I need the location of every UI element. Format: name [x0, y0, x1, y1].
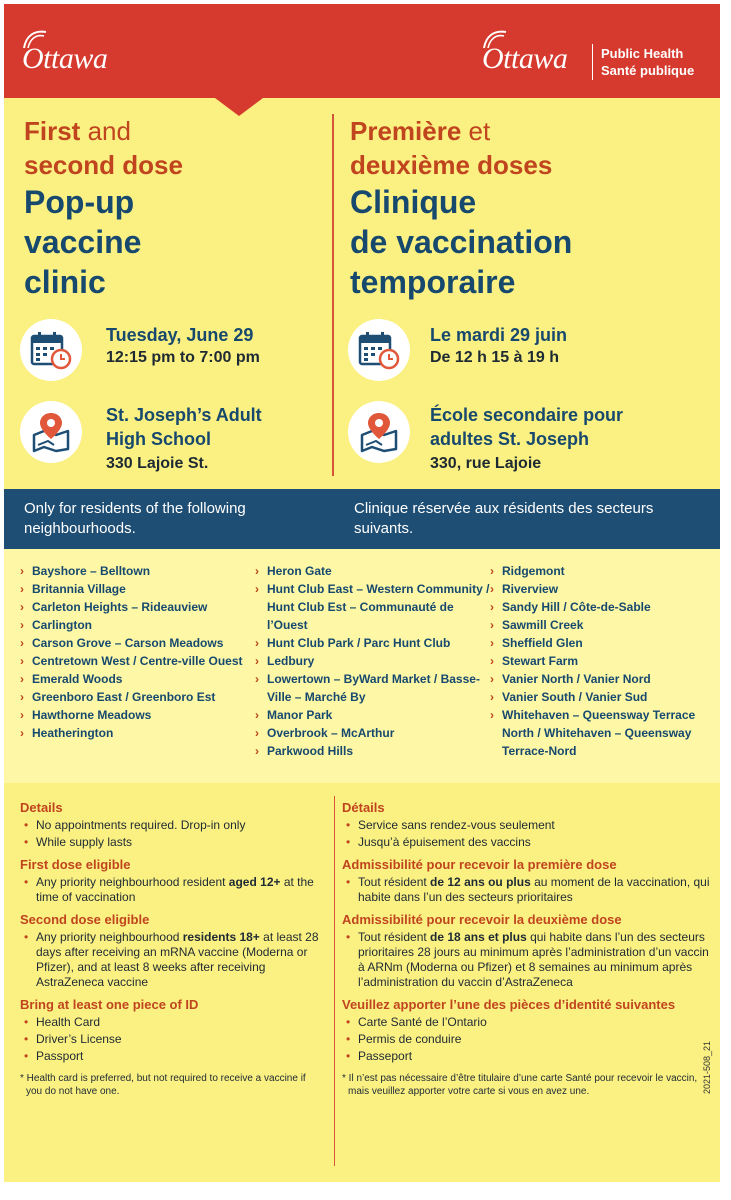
- list-item: › Sheffield Glen: [490, 634, 720, 652]
- list-item: › Manor Park: [255, 706, 491, 724]
- list-item: › Whitehaven – Queensway Terrace North / Whitehaven – Queensway Terrace-Nord: [490, 706, 720, 760]
- list-item: › Heatherington: [20, 724, 260, 742]
- list-item: › Emerald Woods: [20, 670, 260, 688]
- ottawa-logo-right: Ottawa: [482, 42, 567, 76]
- fr-title-1: Clinique: [350, 184, 477, 220]
- list-item: › Riverview: [490, 580, 720, 598]
- list-item: › Carleton Heights – Rideauview: [20, 598, 260, 616]
- second-dose-text: • Tout résident de 18 ans et plus qui habite dans l’un des secteurs prioritaires 28 jours au minimum après l’administration d’un vaccin à ARNm (Moderna ou Pfizer) et 8 semaines au minimum après l’administration du vaccin d’AstraZeneca: [342, 930, 712, 990]
- details-divider: [334, 796, 335, 1166]
- fr-title-3: temporaire: [350, 264, 516, 300]
- eligibility-band: [4, 489, 720, 549]
- fr-location-2: adultes St. Joseph: [430, 429, 590, 449]
- list-item: • Health Card: [20, 1015, 320, 1030]
- first-dose-heading: Admissibilité pour recevoir la première dose: [342, 857, 617, 872]
- en-title-3: clinic: [24, 264, 106, 300]
- details-french: [342, 799, 712, 1098]
- neighbourhood-column-2: [255, 562, 491, 760]
- list-item: › Hawthorne Meadows: [20, 706, 260, 724]
- en-time: 12:15 pm to 7:00 pm: [106, 349, 260, 366]
- list-item: › Britannia Village: [20, 580, 260, 598]
- en-title-2: vaccine: [24, 224, 142, 260]
- en-title-1: Pop-up: [24, 184, 135, 220]
- first-dose-heading: First dose eligible: [20, 857, 131, 872]
- id-heading: Veuillez apporter l’une des pièces d’identité suivantes: [342, 997, 676, 1012]
- neighbourhood-column-1: [20, 562, 260, 742]
- list-item: › Overbrook – McArthur: [255, 724, 491, 742]
- list-item: › Bayshore – Belltown: [20, 562, 260, 580]
- id-heading: Bring at least one piece of ID: [20, 997, 199, 1012]
- en-location-1: St. Joseph’s Adult: [106, 405, 262, 425]
- list-item: • Passport: [20, 1049, 320, 1064]
- list-item: • Driver’s License: [20, 1032, 320, 1047]
- ottawa-logo-icon: [20, 28, 50, 50]
- fr-time: De 12 h 15 à 19 h: [430, 349, 559, 366]
- list-item: › Parkwood Hills: [255, 742, 491, 760]
- list-item: › Hunt Club East – Western Community / Hunt Club Est – Communauté de l’Ouest: [255, 580, 491, 634]
- band-text-fr: Clinique réservée aux résidents des secteurs suivants.: [354, 500, 654, 537]
- en-location-2: High School: [106, 429, 211, 449]
- map-pin-icon: [358, 411, 400, 453]
- fr-location-row: [348, 399, 698, 479]
- list-item: • Service sans rendez-vous seulement: [342, 818, 712, 833]
- public-health-en: Public Health: [601, 46, 684, 61]
- details-heading: Détails: [342, 800, 385, 815]
- english-title-block: [24, 114, 324, 302]
- fr-date: Le mardi 29 juin: [430, 325, 568, 345]
- footnote: * Il n’est pas nécessaire d’être titulaire d’une carte Santé pour recevoir le vaccin, mais veuillez apporter votre carte si vous en avez une.: [342, 1073, 698, 1097]
- fr-address: 330, rue Lajoie: [430, 455, 542, 472]
- column-divider: [332, 114, 334, 476]
- calendar-circle: [20, 319, 82, 381]
- list-item: • Jusqu’à épuisement des vaccins: [342, 835, 712, 850]
- ottawa-logo-left: Ottawa: [22, 42, 107, 76]
- poster: [4, 4, 720, 1182]
- list-item: › Vanier North / Vanier Nord: [490, 670, 720, 688]
- list-item: › Centretown West / Centre-ville Ouest: [20, 652, 260, 670]
- list-item: › Heron Gate: [255, 562, 491, 580]
- details-heading: Details: [20, 800, 63, 815]
- en-date: Tuesday, June 29: [106, 325, 254, 345]
- list-item: › Carlington: [20, 616, 260, 634]
- en-location-row: [20, 399, 325, 479]
- list-item: › Sandy Hill / Côte-de-Sable: [490, 598, 720, 616]
- list-item: › Hunt Club Park / Parc Hunt Club: [255, 634, 491, 652]
- list-item: › Vanier South / Vanier Sud: [490, 688, 720, 706]
- calendar-clock-icon: [30, 329, 72, 371]
- en-line1: First and: [24, 116, 131, 146]
- list-item: • Passeport: [342, 1049, 712, 1064]
- fr-line2: deuxième doses: [350, 150, 553, 180]
- french-title-block: [350, 114, 710, 302]
- second-dose-text: • Any priority neighbourhood residents 18+ at least 28 days after receiving an mRNA vaccine (Moderna or Pfizer), and at least 8 weeks after receiving AstraZeneca vaccine: [20, 930, 320, 990]
- first-dose-text: • Tout résident de 12 ans ou plus au moment de la vaccination, qui habite dans l’un des secteurs prioritaires: [342, 875, 712, 905]
- first-dose-text: • Any priority neighbourhood resident aged 12+ at the time of vaccination: [20, 875, 320, 905]
- list-item: › Ridgemont: [490, 562, 720, 580]
- en-date-row: [20, 319, 325, 389]
- ottawa-logo-icon: [480, 28, 510, 50]
- fr-location-1: École secondaire pour: [430, 405, 624, 425]
- fr-title-2: de vaccination: [350, 224, 573, 260]
- fr-date-row: [348, 319, 698, 389]
- footnote: * Health card is preferred, but not required to receive a vaccine if you do not have one.: [20, 1073, 306, 1097]
- second-dose-heading: Second dose eligible: [20, 912, 150, 927]
- header-divider: [592, 44, 593, 80]
- en-address: 330 Lajoie St.: [106, 455, 209, 472]
- list-item: • Carte Santé de l’Ontario: [342, 1015, 712, 1030]
- map-circle: [348, 401, 410, 463]
- document-code: 2021-508_21: [702, 1040, 712, 1094]
- fr-line1: Première et: [350, 116, 491, 146]
- en-line2: second dose: [24, 150, 183, 180]
- map-pin-icon: [30, 411, 72, 453]
- public-health-fr: Santé publique: [601, 63, 695, 78]
- neighbourhood-column-3: [490, 562, 720, 760]
- list-item: › Greenboro East / Greenboro Est: [20, 688, 260, 706]
- calendar-clock-icon: [358, 329, 400, 371]
- list-item: › Lowertown – ByWard Market / Basse-Ville – Marché By: [255, 670, 491, 706]
- list-item: › Sawmill Creek: [490, 616, 720, 634]
- calendar-circle: [348, 319, 410, 381]
- second-dose-heading: Admissibilité pour recevoir la deuxième dose: [342, 912, 622, 927]
- map-circle: [20, 401, 82, 463]
- details-english: [20, 799, 320, 1098]
- list-item: › Stewart Farm: [490, 652, 720, 670]
- list-item: • Permis de conduire: [342, 1032, 712, 1047]
- list-item: • No appointments required. Drop-in only: [20, 818, 320, 833]
- band-text-en: Only for residents of the following neighbourhoods.: [24, 500, 246, 537]
- list-item: › Carson Grove – Carson Meadows: [20, 634, 260, 652]
- list-item: › Ledbury: [255, 652, 491, 670]
- list-item: • While supply lasts: [20, 835, 320, 850]
- header-bar: [4, 4, 720, 98]
